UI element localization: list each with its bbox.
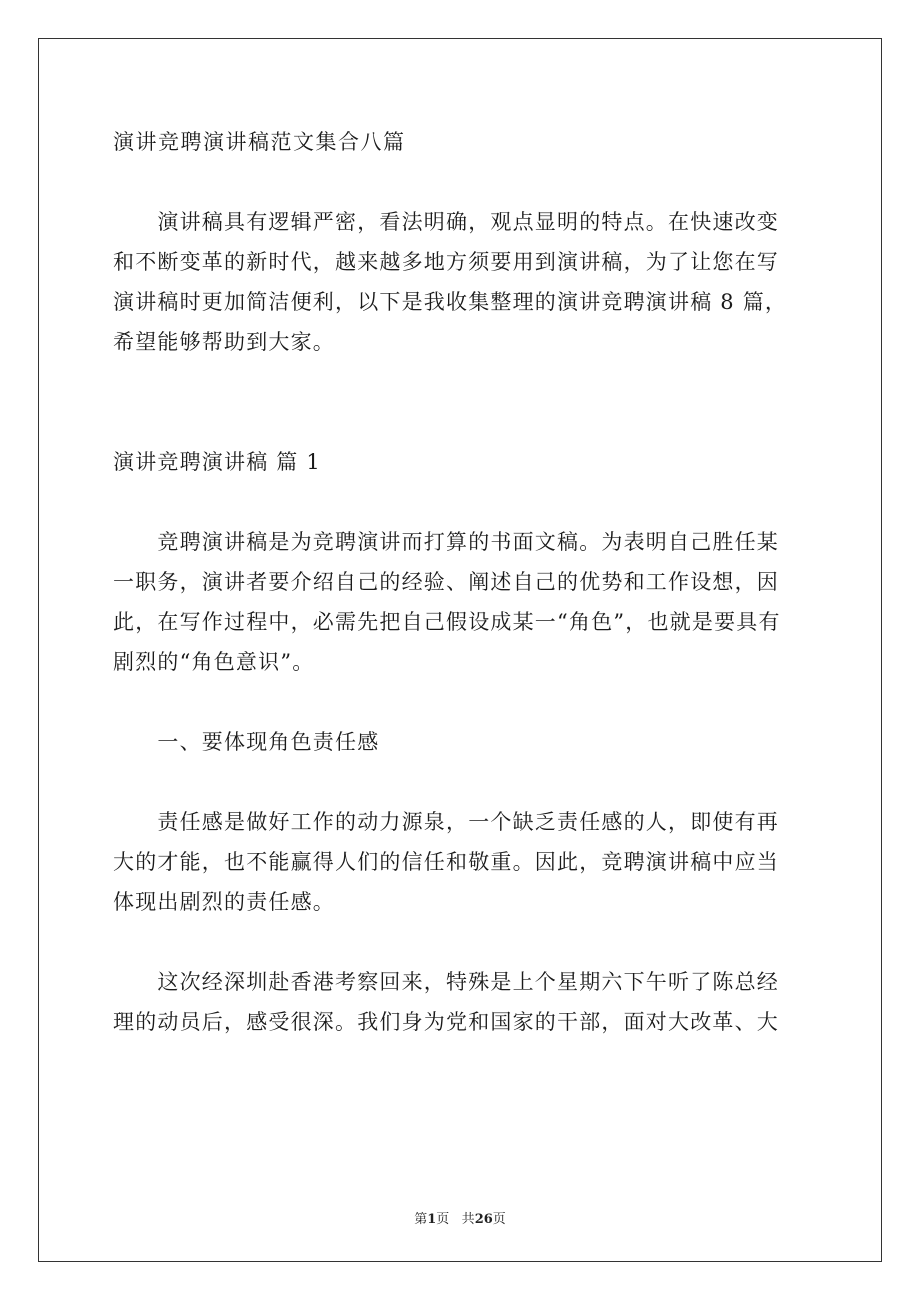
- text-line: 演讲稿具有逻辑严密，看法明确，观点显明的特点。在快速改变: [113, 210, 779, 234]
- document-body: [113, 122, 813, 1042]
- paragraph-3: [113, 962, 813, 1042]
- page-suffix: 页: [436, 1212, 450, 1227]
- text-line: 竞聘演讲稿是为竞聘演讲而打算的书面文稿。为表明自己胜任某: [113, 530, 779, 554]
- document-title: 演讲竞聘演讲稿范文集合八篇: [113, 130, 406, 154]
- text-line: 演讲稿时更加简洁便利，以下是我收集整理的演讲竞聘演讲稿 8 篇，: [113, 290, 788, 314]
- paragraph-2: [113, 802, 813, 922]
- page-number: 1: [427, 1212, 437, 1227]
- page-footer: [0, 1208, 920, 1227]
- paragraph-1: [113, 522, 813, 682]
- text-line: 责任感是做好工作的动力源泉，一个缺乏责任感的人，即使有再: [113, 810, 779, 834]
- text-line: 体现出剧烈的责任感。: [113, 890, 335, 914]
- total-prefix: 共: [461, 1212, 475, 1227]
- text-line: 和不断变革的新时代，越来越多地方须要用到演讲稿，为了让您在写: [113, 250, 779, 274]
- text-line: 一职务，演讲者要介绍自己的经验、阐述自己的优势和工作设想，因: [113, 570, 779, 594]
- text-line: 大的才能，也不能赢得人们的信任和敬重。因此，竞聘演讲稿中应当: [113, 850, 779, 874]
- intro-paragraph: [113, 202, 813, 362]
- text-line: 这次经深圳赴香港考察回来，特殊是上个星期六下午听了陈总经: [113, 970, 779, 994]
- text-line: 此，在写作过程中，必需先把自己假设成某一“角色”，也就是要具有: [113, 610, 781, 634]
- text-line: 希望能够帮助到大家。: [113, 330, 335, 354]
- page-prefix: 第: [414, 1212, 428, 1227]
- total-suffix: 页: [492, 1212, 506, 1227]
- text-line: 剧烈的“角色意识”。: [113, 650, 315, 674]
- text-line: 理的动员后，感受很深。我们身为党和国家的干部，面对大改革、大: [113, 1010, 779, 1034]
- section-heading: 演讲竞聘演讲稿 篇 1: [113, 450, 321, 474]
- total-pages: 26: [474, 1212, 493, 1227]
- subheading: 一、要体现角色责任感: [113, 730, 380, 754]
